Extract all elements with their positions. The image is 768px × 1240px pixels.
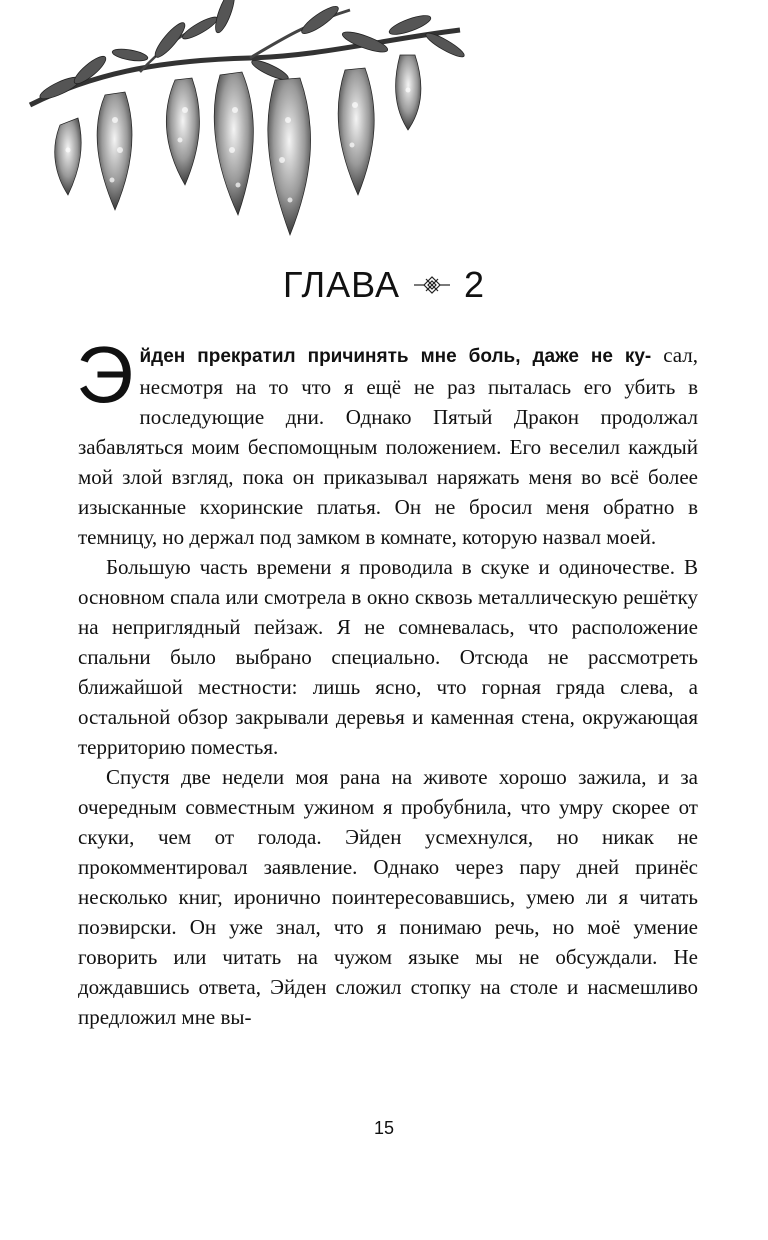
chapter-label: ГЛАВА	[283, 264, 400, 305]
paragraph-3: Спустя две недели моя рана на животе хорошо зажила, и за очередным совместным ужином я пробубнила, что умру скорее от скуки, чем от голода. Эйден усмехнулся, но никак не прокомментировал заявление. Однако через пару дней принёс несколько книг, иронично поинтересовавшись, умею ли я читать поэвирски. Он уже знал, что я понимаю речь, но моё умение говорить или читать на чужом языке мы не обсуждали. Не дождавшись ответа, Эйден сложил стопку на столе и насмешливо предложил мне вы-	[78, 765, 698, 1029]
chapter-heading	[0, 260, 768, 310]
chapter-number: 2	[463, 264, 485, 305]
chapter-body	[76, 330, 699, 1032]
paragraph-1	[76, 330, 699, 552]
knot-ornament-icon	[412, 274, 452, 296]
page-number: 15	[373, 1118, 395, 1138]
drop-cap: Э	[76, 330, 134, 419]
lead-in-text: йден прекратил причинять мне боль, даже не ку-	[139, 346, 652, 367]
paragraph-2: Большую часть времени я проводила в скуке и одиночестве. В основном спала или смотрела в окно сквозь металлическую решётку на неприглядный пейзаж. Я не сомневалась, что расположение спальни было выбрано специально. Отсюда не рассмотреть ближайшой местности: лишь ясно, что горная гряда слева, а остальной обзор закрывали деревья и каменная стена, окружающая территорию поместья.	[78, 555, 698, 759]
wisteria-branch-illustration	[20, 0, 480, 240]
paragraph-1-text: сал, несмотря на то что я ещё не раз пыталась его убить в последующие дни. Однако Пятый Дракон продолжал забавляться моим беспомощным положением. Его веселил каждый мой злой взгляд, пока он приказывал наряжать меня во всё более изысканные кхоринские платья. Он не бросил меня обратно в темницу, но держал под замком в комнате, которую назвал моей.	[78, 343, 699, 549]
